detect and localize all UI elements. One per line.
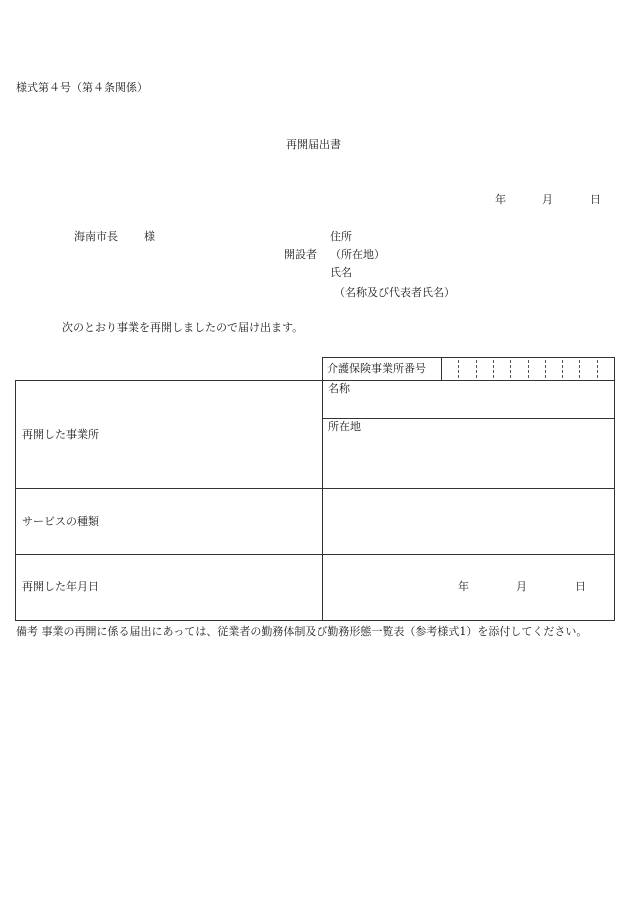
- digit-separator: [528, 360, 529, 378]
- applicant-address-label: 住所: [330, 230, 352, 243]
- digit-separator: [545, 360, 546, 378]
- digit-separator: [476, 360, 477, 378]
- office-number-digits[interactable]: [441, 358, 614, 380]
- reopen-month-label: 月: [516, 580, 527, 593]
- date-year-label: 年: [495, 193, 506, 206]
- applicant-address-note: （所在地）: [330, 248, 385, 261]
- digit-separator: [458, 360, 459, 378]
- digit-separator: [597, 360, 598, 378]
- digit-separator: [493, 360, 494, 378]
- applicant-role: 開設者: [284, 248, 317, 261]
- applicant-name-label: 氏名: [330, 266, 352, 279]
- service-type-field[interactable]: [325, 490, 611, 552]
- office-location-field[interactable]: [370, 420, 610, 486]
- page-title: 再開届出書: [286, 138, 341, 151]
- date-day-label: 日: [590, 193, 601, 206]
- intro-text: 次のとおり事業を再開しましたので届け出ます。: [62, 321, 304, 334]
- applicant-name-note: （名称及び代表者氏名）: [334, 286, 455, 299]
- reopen-year-label: 年: [458, 580, 469, 593]
- date-month-label: 月: [542, 193, 553, 206]
- addressee-honorific: 様: [144, 230, 155, 243]
- office-name-field[interactable]: [360, 382, 610, 416]
- reopen-date-field[interactable]: [325, 556, 455, 618]
- reopen-day-label: 日: [575, 580, 586, 593]
- digit-separator: [579, 360, 580, 378]
- office-name-label: 名称: [328, 382, 350, 395]
- reopened-office-label: 再開した事業所: [22, 428, 99, 441]
- addressee-city: 海南市長: [74, 230, 118, 243]
- digit-separator: [562, 360, 563, 378]
- digit-separator: [510, 360, 511, 378]
- form-number: 様式第４号（第４条関係）: [16, 81, 148, 94]
- office-location-label: 所在地: [328, 420, 361, 433]
- remarks-note: 備考 事業の再開に係る届出にあっては、従業者の勤務体制及び勤務形態一覧表（参考様式1）を添付してください。: [16, 625, 588, 638]
- office-number-label: 介護保険事業所番号: [327, 362, 426, 375]
- service-type-label: サービスの種類: [22, 515, 99, 528]
- reopen-date-label: 再開した年月日: [22, 580, 99, 593]
